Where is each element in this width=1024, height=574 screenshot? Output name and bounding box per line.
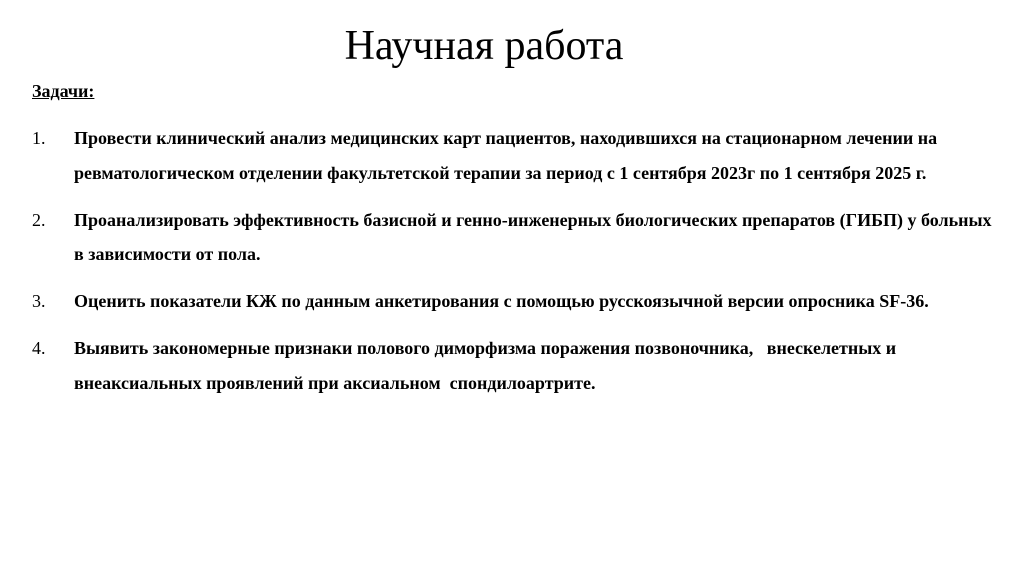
task-item-3 bbox=[32, 284, 1002, 319]
task-item-4 bbox=[32, 331, 1002, 401]
task-text: Провести клинический анализ медицинских карт пациентов, находившихся на стационарном лечении на ревматологическом отделении факультетской терапии за период с 1 сентября 2023г по 1 сентября 2025 г. bbox=[74, 128, 942, 183]
tasks-list bbox=[32, 121, 1002, 413]
tasks-heading: Задачи: bbox=[32, 81, 95, 101]
task-item-1 bbox=[32, 121, 1002, 191]
task-number: 3. bbox=[32, 291, 46, 312]
task-item-2 bbox=[32, 203, 1002, 273]
task-number: 1. bbox=[32, 128, 46, 148]
task-number: 2. bbox=[32, 209, 46, 230]
task-text: Оценить показатели КЖ по данным анкетирования с помощью русскоязычной версии опросника SF-36. bbox=[74, 291, 929, 312]
task-number: 4. bbox=[32, 337, 46, 358]
task-text: Выявить закономерные признаки полового диморфизма поражения позвоночника, внескелетных и внеаксиальных проявлений при аксиальном спондилоартрите. bbox=[74, 337, 901, 393]
task-text: Проанализировать эффективность базисной и генно-инженерных биологических препаратов (ГИБП) у больных в зависимости от пола. bbox=[74, 209, 997, 265]
slide-title: Научная работа bbox=[344, 23, 624, 69]
